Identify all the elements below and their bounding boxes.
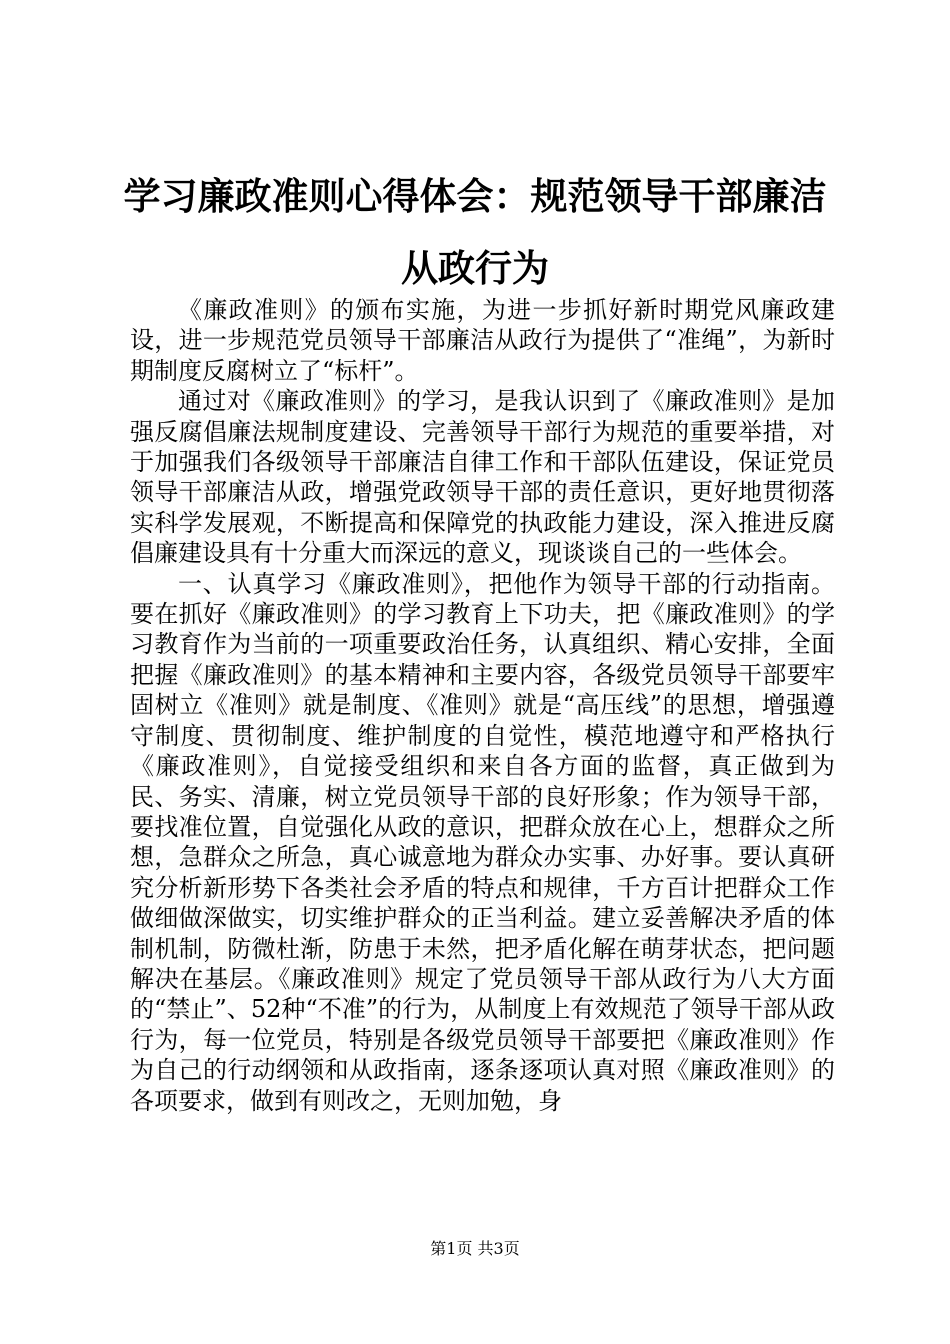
- document-body: [130, 295, 835, 1116]
- document-title: 学习廉政准则心得体会：规范领导干部廉洁从政行为: [123, 174, 827, 290]
- paragraph-section-one: 一、认真学习《廉政准则》，把他作为领导干部的行动指南。要在抓好《廉政准则》的学习教育上下功夫，把《廉政准则》的学习教育作为当前的一项重要政治任务，认真组织、精心安排，全面把握《廉政准则》的基本精神和主要内容，各级党员领导干部要牢固树立《准则》就是制度、《准则》就是“高压线”的思想，增强遵守制度、贯彻制度、维护制度的自觉性，模范地遵守和严格执行《廉政准则》，自觉接受组织和来自各方面的监督，真正做到为民、务实、清廉，树立党员领导干部的良好形象；作为领导干部，要找准位置，自觉强化从政的意识，把群众放在心上，想群众之所想，急群众之所急，真心诚意地为群众办实事、办好事。要认真研究分析新形势下各类社会矛盾的特点和规律，千方百计把群众工作做细做深做实，切实维护群众的正当利益。建立妥善解决矛盾的体制机制，防微杜渐，防患于未然，把矛盾化解在萌芽状态，把问题解决在基层。《廉政准则》规定了党员领导干部从政行为八大方面的“禁止”、52种“不准”的行为，从制度上有效规范了领导干部从政行为，每一位党员，特别是各级党员领导干部要把《廉政准则》作为自己的行动纲领和从政指南，逐条逐项认真对照《廉政准则》的各项要求，做到有则改之，无则加勉，身: [130, 569, 835, 1115]
- paragraph-significance: 通过对《廉政准则》的学习，是我认识到了《廉政准则》是加强反腐倡廉法规制度建设、完善领导干部行为规范的重要举措，对于加强我们各级领导干部廉洁自律工作和干部队伍建设，保证党员领导干部廉洁从政，增强党政领导干部的责任意识，更好地贯彻落实科学发展观，不断提高和保障党的执政能力建设，深入推进反腐倡廉建设具有十分重大而深远的意义，现谈谈自己的一些体会。: [130, 387, 835, 568]
- page-number-footer: 第1页 共3页: [430, 1239, 520, 1258]
- paragraph-intro: 《廉政准则》的颁布实施，为进一步抓好新时期党风廉政建设，进一步规范党员领导干部廉洁从政行为提供了“准绳”，为新时期制度反腐树立了“标杆”。: [130, 296, 835, 385]
